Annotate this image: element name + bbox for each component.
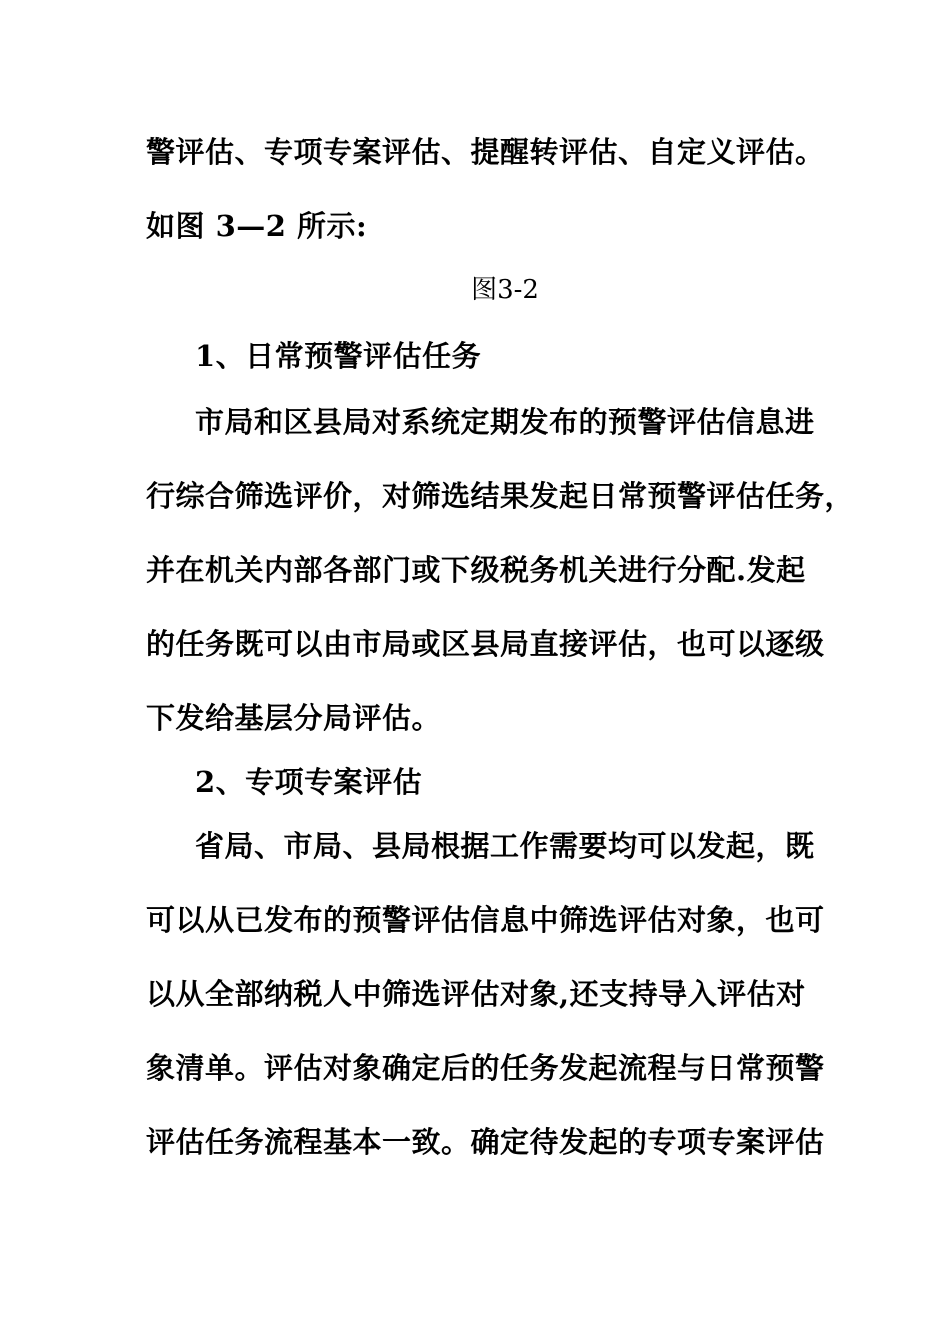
text-line: 警评估、专项专案评估、提醒转评估、自定义评估。	[146, 135, 825, 169]
paragraph-line: 象清单。评估对象确定后的任务发起流程与日常预警	[146, 1051, 825, 1085]
paragraph-line: 并在机关内部各部门或下级税务机关进行分配.发起	[146, 553, 806, 587]
paragraph-line: 行综合筛选评价，对筛选结果发起日常预警评估任务，	[146, 479, 855, 513]
section-heading: 2、专项专案评估	[195, 765, 423, 799]
section-heading: 1、日常预警评估任务	[195, 339, 482, 373]
paragraph-line: 的任务既可以由市局或区县局直接评估，也可以逐级	[146, 627, 825, 661]
paragraph-line: 评估任务流程基本一致。确定待发起的专项专案评估	[146, 1125, 825, 1159]
figure-caption: 图3-2	[471, 275, 539, 305]
paragraph-line: 可以从已发布的预警评估信息中筛选评估对象，也可	[146, 903, 825, 937]
paragraph-line: 以从全部纳税人中筛选评估对象,还支持导入评估对	[146, 977, 806, 1011]
paragraph-line: 市局和区县局对系统定期发布的预警评估信息进	[195, 405, 815, 439]
paragraph-line: 下发给基层分局评估。	[146, 701, 442, 735]
paragraph-line: 省局、市局、县局根据工作需要均可以发起，既	[195, 829, 815, 863]
text-line: 如图 3—2 所示:	[146, 209, 368, 243]
